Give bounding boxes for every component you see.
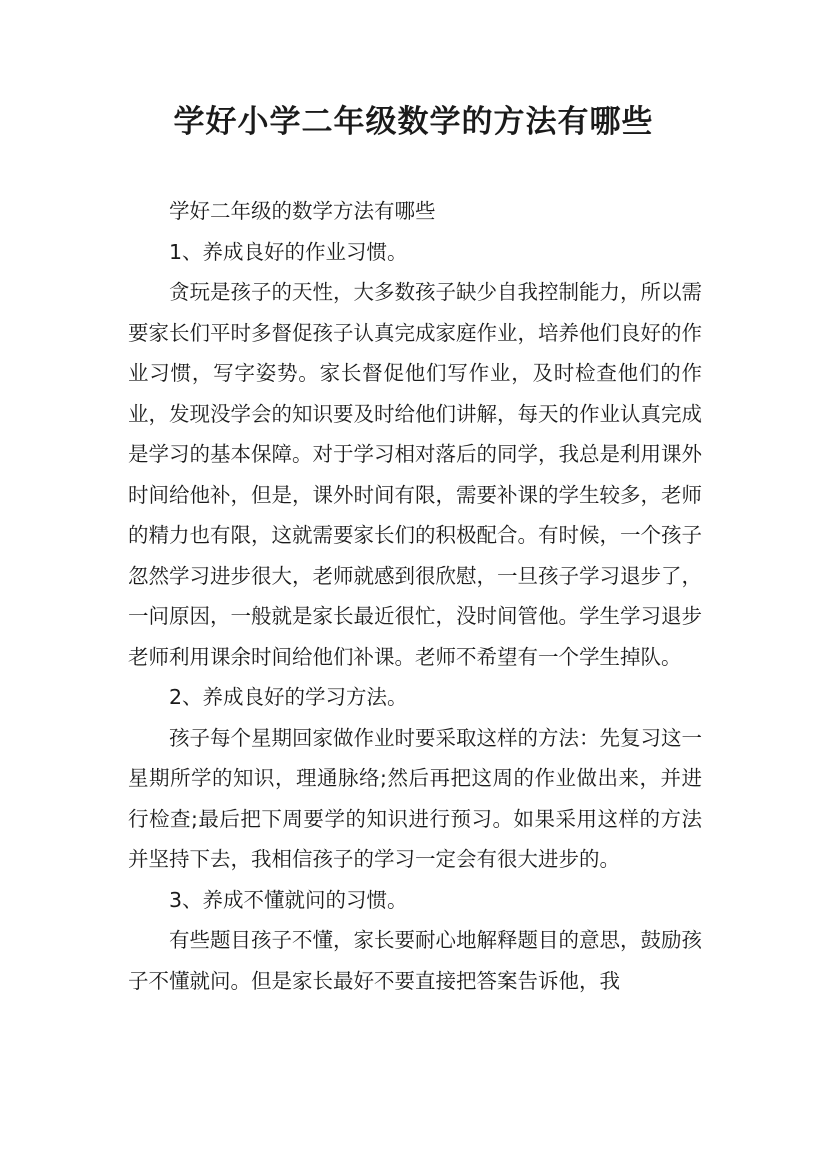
subtitle-paragraph: 学好二年级的数学方法有哪些 [169, 199, 436, 223]
body-paragraph: 贪玩是孩子的天性，大多数孩子缺少自我控制能力，所以需要家长们平时多督促孩子认真完成家庭作业，培养他们良好的作业习惯，写字姿势。家长督促他们写作业，及时检查他们的作业，发现没学会的知识要及时给他们讲解，每天的作业认真完成是学习的基本保障。对于学习相对落后的同学，我总是利用课外时间给他补，但是，课外时间有限，需要补课的学生较多，老师的精力也有限，这就需要家长们的积极配合。有时候，一个孩子忽然学习进步很大，老师就感到很欣慰，一旦孩子学习退步了，一问原因，一般就是家长最近很忙，没时间管他。学生学习退步老师利用课余时间给他们补课。老师不希望有一个学生掉队。 [128, 280, 702, 669]
document-body [128, 191, 702, 1001]
body-paragraph: 有些题目孩子不懂，家长要耐心地解释题目的意思，鼓励孩子不懂就问。但是家长最好不要直接把答案告诉他，我 [128, 928, 702, 993]
section-heading-1: 1、养成良好的作业习惯。 [169, 239, 408, 264]
body-paragraph: 孩子每个星期回家做作业时要采取这样的方法：先复习这一星期所学的知识，理通脉络;然后再把这周的作业做出来，并进行检查;最后把下周要学的知识进行预习。如果采用这样的方法并坚持下去，我相信孩子的学习一定会有很大进步的。 [128, 725, 702, 871]
section-heading-2: 2、养成良好的学习方法。 [169, 685, 408, 709]
section-heading-3: 3、养成不懂就问的习惯。 [169, 887, 408, 912]
document-title: 学好小学二年级数学的方法有哪些 [173, 104, 654, 140]
